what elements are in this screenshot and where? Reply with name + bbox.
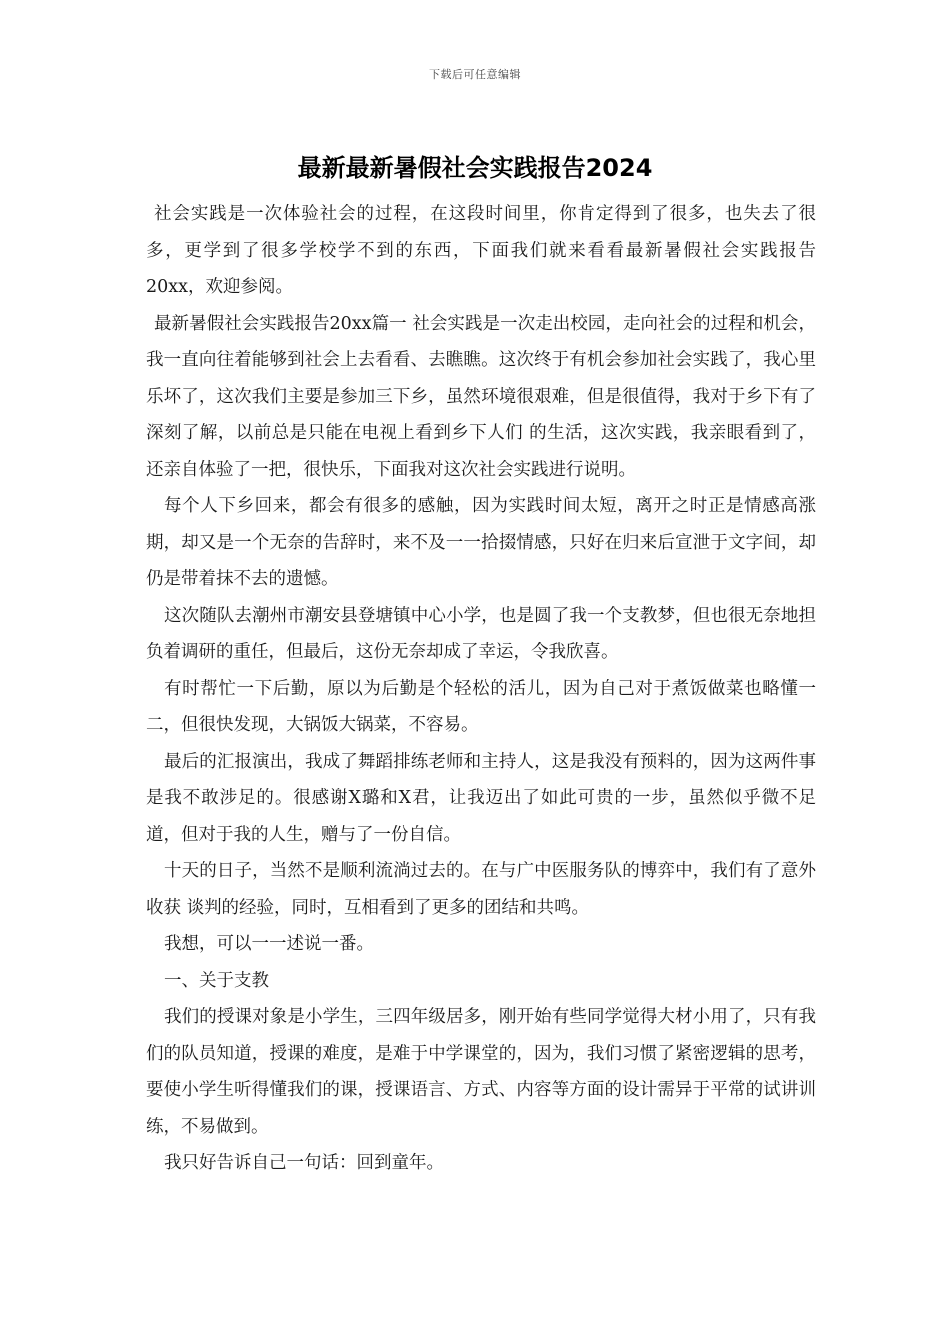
paragraph: 我只好告诉自己一句话：回到童年。 [164, 1153, 444, 1173]
paragraph: 每个人下乡回来，都会有很多的感触，因为实践时间太短，离开之时正是情感高涨期，却又是一个无奈的告辞时，来不及一一拾掇情感，只好在归来后宣泄于文字间，却仍是带着抹不去的遗憾。 [146, 496, 816, 589]
document-body [146, 196, 816, 1182]
paragraph-intro: 社会实践是一次体验社会的过程，在这段时间里，你肯定得到了很多，也失去了很多，更学到了很多学校学不到的东西，下面我们就来看看最新暑假社会实践报告20xx，欢迎参阅。 [146, 204, 816, 297]
paragraph: 这次随队去潮州市潮安县登塘镇中心小学，也是圆了我一个支教梦，但也很无奈地担负着调研的重任，但最后，这份无奈却成了幸运，令我欣喜。 [146, 605, 816, 662]
paragraph: 最后的汇报演出，我成了舞蹈排练老师和主持人，这是我没有预料的，因为这两件事是我不敢涉足的。很感谢X璐和X君，让我迈出了如此可贵的一步，虽然似乎微不足道，但对于我的人生，赠与了一份自信。 [146, 751, 816, 845]
paragraph: 我们的授课对象是小学生，三四年级居多，刚开始有些同学觉得大材小用了，只有我们的队员知道，授课的难度，是难于中学课堂的，因为，我们习惯了紧密逻辑的思考，要使小学生听得懂我们的课，授课语言、方式、内容等方面的设计需异于平常的试讲训练，不易做到。 [146, 1007, 816, 1137]
document-title: 最新最新暑假社会实践报告2024 [297, 154, 653, 182]
paragraph-section-one: 最新暑假社会实践报告20xx篇一 社会实践是一次走出校园，走向社会的过程和机会，我一直向往着能够到社会上去看看、去瞧瞧。这次终于有机会参加社会实践了，我心里乐坏了，这次我们主要是参加三下乡，虽然环境很艰难，但是很值得，我对于乡下有了深刻了解，以前总是只能在电视上看到乡下人们 的生活，这次实践，我亲眼看到了，还亲自体验了一把，很快乐，下面我对这次社会实践进行说明。 [146, 313, 816, 480]
page-header-note: 下载后可任意编辑 [429, 68, 521, 81]
section-heading: 一、关于支教 [164, 970, 269, 991]
paragraph: 有时帮忙一下后勤，原以为后勤是个轻松的活儿，因为自己对于煮饭做菜也略懂一二，但很快发现，大锅饭大锅菜，不容易。 [146, 678, 816, 735]
paragraph: 我想，可以一一述说一番。 [164, 934, 374, 954]
paragraph: 十天的日子，当然不是顺利流淌过去的。在与广中医服务队的博弈中，我们有了意外收获 谈判的经验，同时，互相看到了更多的团结和共鸣。 [146, 861, 816, 918]
